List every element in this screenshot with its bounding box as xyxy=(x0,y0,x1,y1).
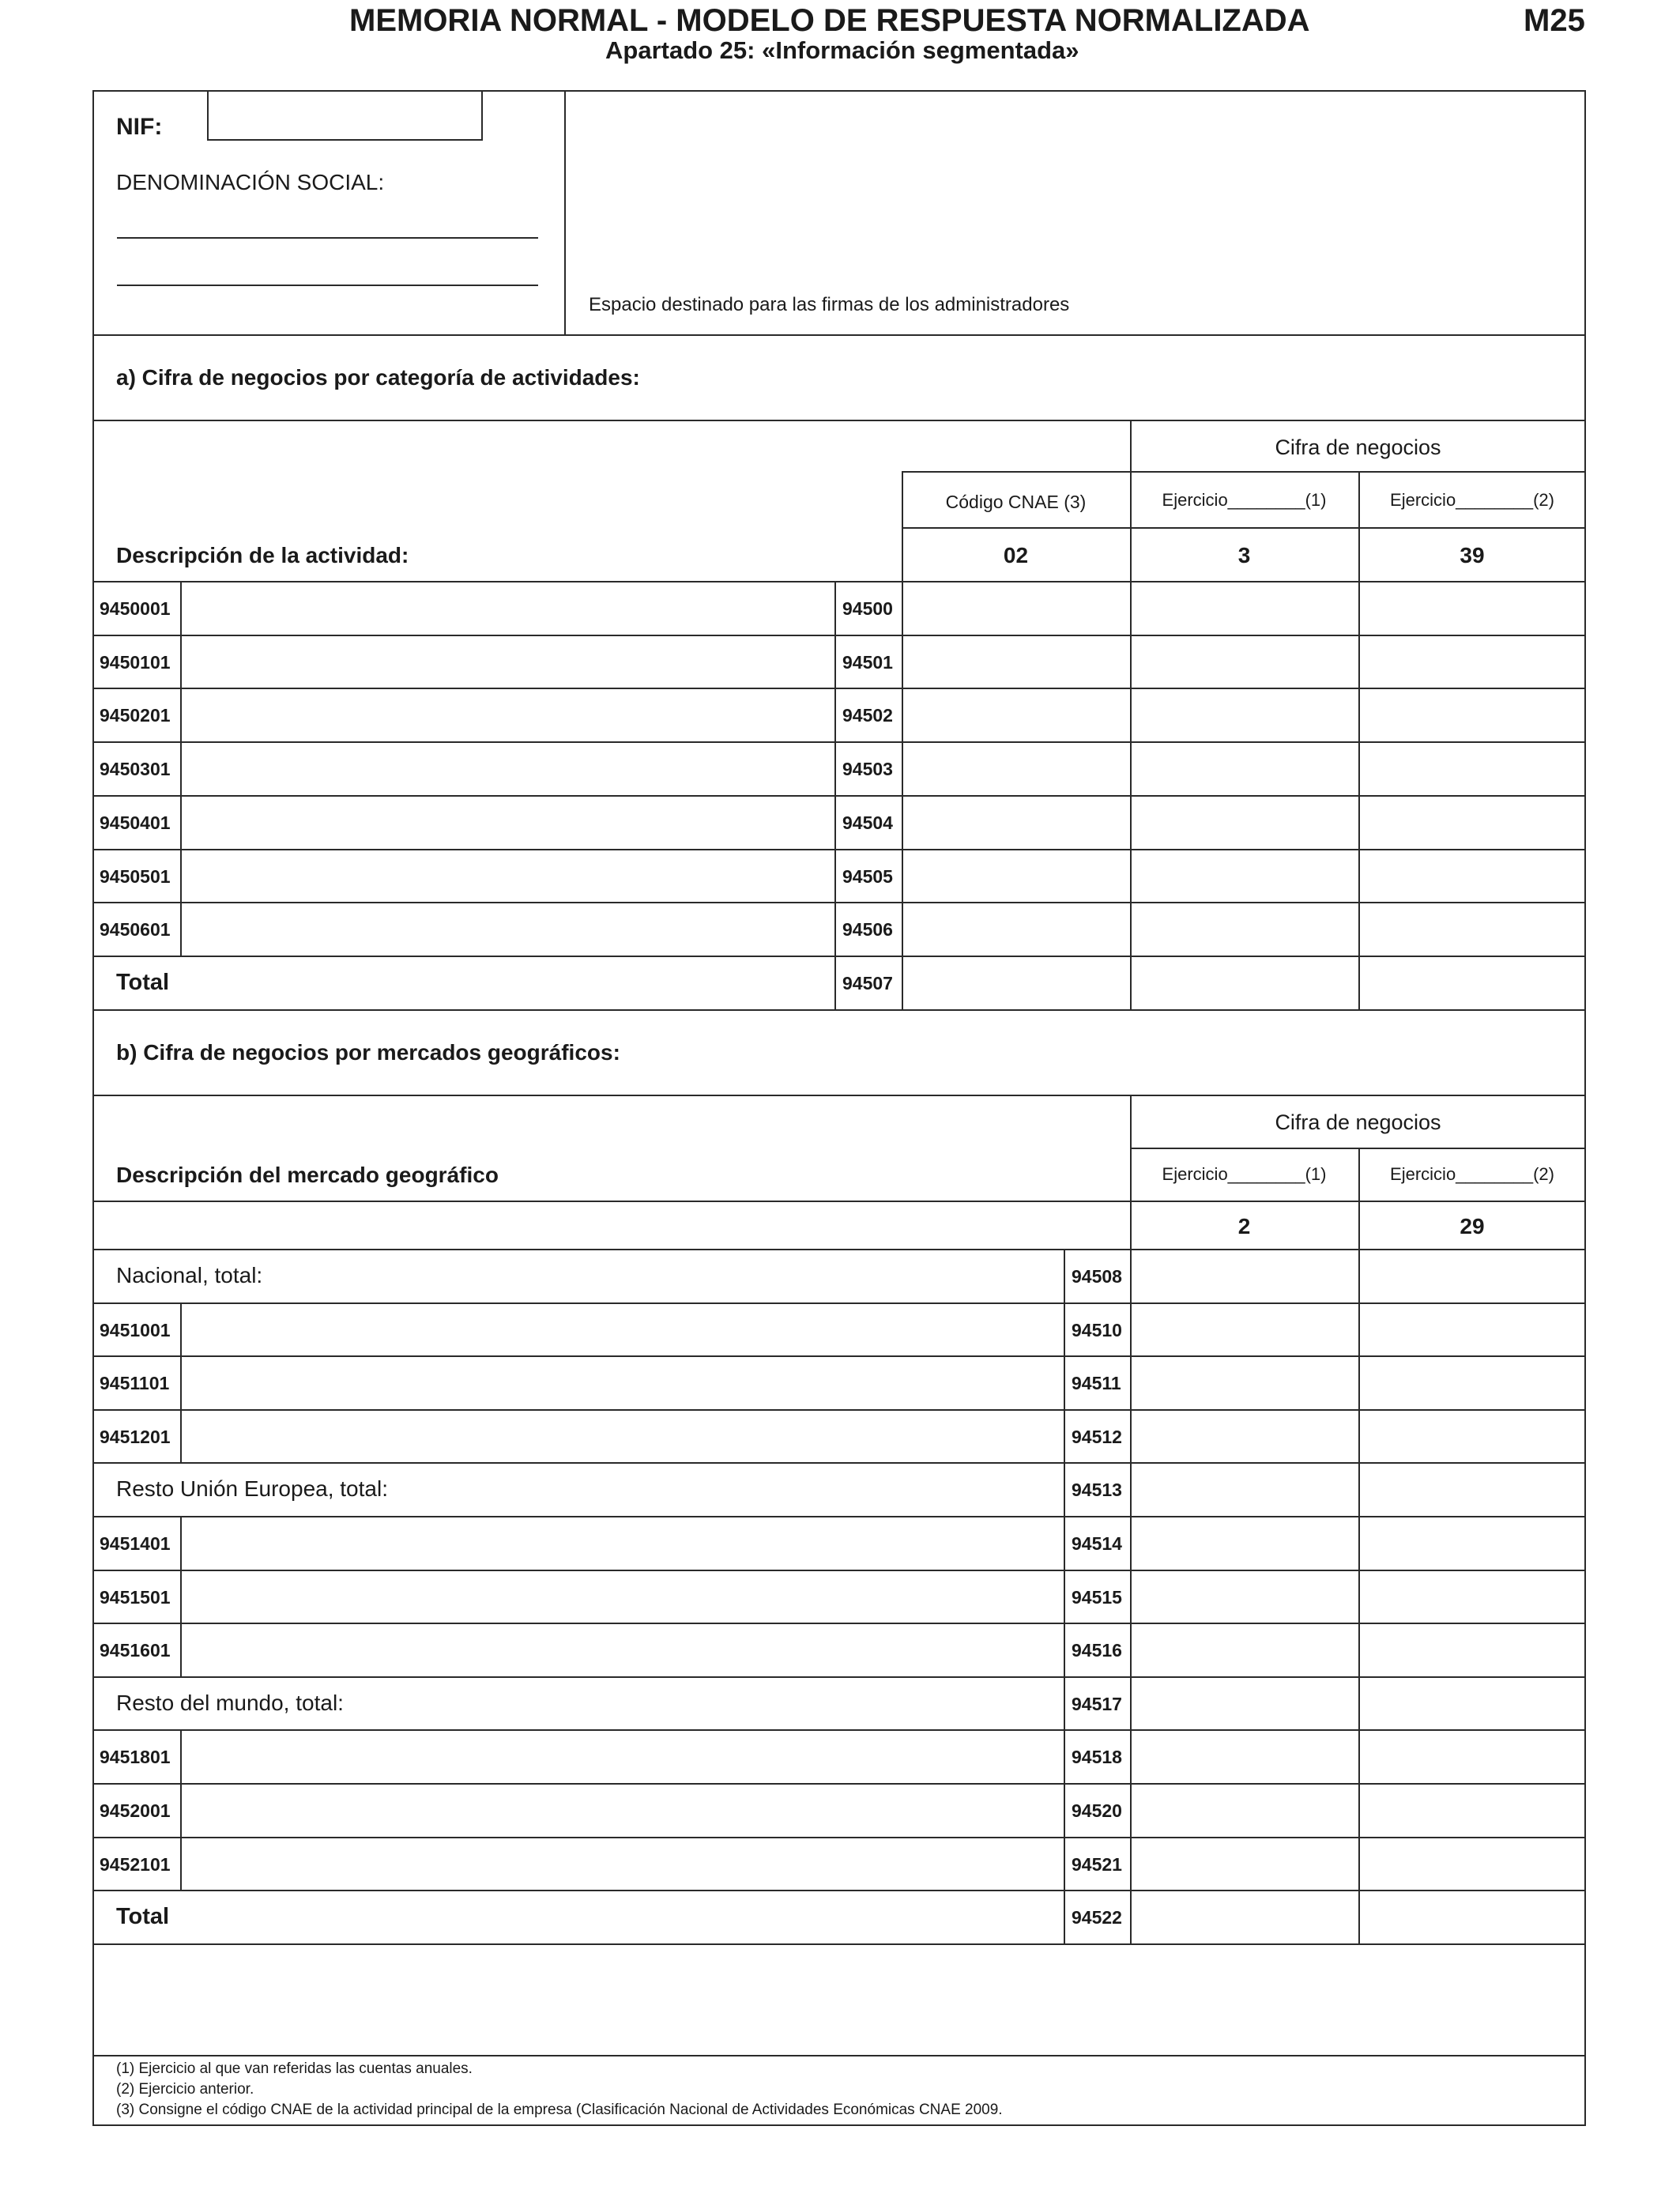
ejercicio-2-input[interactable] xyxy=(1360,850,1584,901)
cnae-input[interactable] xyxy=(903,797,1128,847)
cell-rule xyxy=(1064,1302,1065,1355)
cell-rule xyxy=(834,688,836,741)
col-code-cnae: 02 xyxy=(1003,543,1029,567)
ejercicio-2-input[interactable] xyxy=(1360,1411,1584,1461)
market-description-input[interactable] xyxy=(182,1731,1062,1781)
ejercicio-2-input[interactable] xyxy=(1360,1891,1584,1942)
row-id: 9450601 xyxy=(100,919,171,940)
market-description-input[interactable] xyxy=(182,1411,1062,1461)
col-code-ej2: 29 xyxy=(1460,1214,1485,1238)
row-id: 9450001 xyxy=(100,598,171,619)
ejercicio-2-input[interactable] xyxy=(1360,1517,1584,1568)
ejercicio-1-input[interactable] xyxy=(1132,1678,1357,1728)
cell-rule xyxy=(1064,1837,1065,1890)
footnote-1: (1) Ejercicio al que van referidas las cuentas anuales. xyxy=(116,2060,473,2077)
ejercicio-1-input[interactable] xyxy=(1132,850,1357,901)
ejercicio-1-input[interactable] xyxy=(1132,1304,1357,1354)
ejercicio-1-input[interactable] xyxy=(1132,797,1357,847)
row-id: 9450401 xyxy=(100,812,171,833)
cell-rule xyxy=(1064,1462,1065,1516)
section-a-top xyxy=(92,334,1586,336)
cell-rule xyxy=(1064,1676,1065,1729)
ejercicio-2-input[interactable] xyxy=(1360,1624,1584,1675)
ejercicio-2-input[interactable] xyxy=(1360,689,1584,740)
ejercicio-2-input[interactable] xyxy=(1360,1250,1584,1301)
ejercicio-1-input[interactable] xyxy=(1132,1891,1357,1942)
ejercicio-1-input[interactable] xyxy=(1132,1464,1357,1514)
cell-rule xyxy=(1064,1783,1065,1837)
market-description-input[interactable] xyxy=(182,1571,1062,1621)
cell-rule xyxy=(1064,1623,1065,1676)
nif-input[interactable] xyxy=(207,90,483,141)
row-id: 9450201 xyxy=(100,705,171,726)
cell-rule xyxy=(834,581,836,635)
row-rule xyxy=(92,1943,1586,1945)
row-code: 94508 xyxy=(1072,1266,1122,1287)
cnae-input[interactable] xyxy=(903,957,1128,1008)
ejercicio-1-input[interactable] xyxy=(1132,903,1357,954)
row-code: 94501 xyxy=(842,652,893,673)
cnae-input[interactable] xyxy=(903,582,1128,633)
group-total-label: Resto Unión Europea, total: xyxy=(116,1476,388,1501)
firmas-label: Espacio destinado para las firmas de los administradores xyxy=(589,294,1070,315)
model-code: M25 xyxy=(1524,3,1585,38)
row-code: 94512 xyxy=(1072,1427,1122,1447)
market-description-label: Descripción del mercado geográfico xyxy=(116,1163,499,1187)
row-code: 94505 xyxy=(842,866,893,887)
cell-rule xyxy=(834,902,836,956)
cnae-input[interactable] xyxy=(903,850,1128,901)
row-code: 94504 xyxy=(842,812,893,833)
ejercicio-2-input[interactable] xyxy=(1360,1304,1584,1354)
row-id: 9451201 xyxy=(100,1427,171,1447)
activity-description-input[interactable] xyxy=(182,636,833,687)
row-code: 94520 xyxy=(1072,1800,1122,1821)
market-description-input[interactable] xyxy=(182,1517,1062,1568)
ejercicio-2-input[interactable] xyxy=(1360,1464,1584,1514)
denominacion-line-2[interactable] xyxy=(117,285,538,286)
row-id: 9451401 xyxy=(100,1533,171,1554)
ejercicio-1-header: Ejercicio________(1) xyxy=(1162,1164,1327,1184)
cell-rule xyxy=(1064,1516,1065,1570)
form-title: MEMORIA NORMAL - MODELO DE RESPUESTA NORMALIZADA xyxy=(349,3,1310,38)
cifra-header: Cifra de negocios xyxy=(1275,1110,1441,1134)
market-description-input[interactable] xyxy=(182,1624,1062,1675)
denominacion-label: DENOMINACIÓN SOCIAL: xyxy=(116,170,385,194)
ejercicio-1-input[interactable] xyxy=(1132,1838,1357,1888)
row-id: 9451501 xyxy=(100,1587,171,1608)
group-total-label: Nacional, total: xyxy=(116,1263,263,1287)
col-code-ej1: 3 xyxy=(1237,543,1251,567)
ejercicio-2-input[interactable] xyxy=(1360,797,1584,847)
row-id: 9451601 xyxy=(100,1640,171,1661)
ejercicio-1-input[interactable] xyxy=(1132,1411,1357,1461)
ejercicio-1-input[interactable] xyxy=(1132,957,1357,1008)
market-description-input[interactable] xyxy=(182,1838,1062,1888)
ejercicio-1-input[interactable] xyxy=(1132,1250,1357,1301)
ejercicio-1-input[interactable] xyxy=(1132,1357,1357,1408)
ejercicio-2-input[interactable] xyxy=(1360,903,1584,954)
group-total-label: Resto del mundo, total: xyxy=(116,1691,344,1715)
activity-description-input[interactable] xyxy=(182,689,833,740)
row-id: 9451801 xyxy=(100,1747,171,1767)
row-code: 94522 xyxy=(1072,1907,1122,1928)
cnae-input[interactable] xyxy=(903,636,1128,687)
section-b-title-bottom xyxy=(92,1095,1586,1096)
row-id: 9450101 xyxy=(100,652,171,673)
section-a-title-bottom xyxy=(92,420,1586,421)
row-code: 94511 xyxy=(1072,1373,1121,1393)
activity-description-input[interactable] xyxy=(182,743,833,794)
ejercicio-2-header: Ejercicio________(2) xyxy=(1390,490,1554,510)
cell-rule xyxy=(834,741,836,795)
ejercicio-2-input[interactable] xyxy=(1360,636,1584,687)
section-b-title: b) Cifra de negocios por mercados geográficos: xyxy=(116,1040,620,1065)
cnae-input[interactable] xyxy=(903,689,1128,740)
cnae-input[interactable] xyxy=(903,903,1128,954)
firmas-area[interactable] xyxy=(566,92,1584,289)
row-code: 94513 xyxy=(1072,1480,1122,1500)
row-code: 94518 xyxy=(1072,1747,1122,1767)
activity-description-input[interactable] xyxy=(182,850,833,901)
footnote-2: (2) Ejercicio anterior. xyxy=(116,2081,254,2098)
cifra-header: Cifra de negocios xyxy=(1275,435,1441,459)
activity-description-label: Descripción de la actividad: xyxy=(116,543,409,567)
denominacion-line-1[interactable] xyxy=(117,237,538,239)
cnae-input[interactable] xyxy=(903,743,1128,794)
total-label: Total xyxy=(116,1904,170,1929)
cnae-header: Código CNAE (3) xyxy=(945,492,1087,512)
ejercicio-2-input[interactable] xyxy=(1360,1571,1584,1621)
ejercicio-1-input[interactable] xyxy=(1132,689,1357,740)
row-id: 9452101 xyxy=(100,1854,171,1875)
activity-description-input[interactable] xyxy=(182,582,833,633)
row-rule xyxy=(92,1009,1586,1011)
ejercicio-2-input[interactable] xyxy=(1360,582,1584,633)
header-rule xyxy=(92,1201,1586,1202)
header-rule xyxy=(902,471,1586,473)
row-code: 94500 xyxy=(842,598,893,619)
cell-rule xyxy=(834,795,836,849)
ejercicio-1-input[interactable] xyxy=(1132,1785,1357,1835)
row-code: 94510 xyxy=(1072,1320,1122,1340)
ejercicio-2-input[interactable] xyxy=(1360,743,1584,794)
row-id: 9450501 xyxy=(100,866,171,887)
cell-rule xyxy=(834,635,836,688)
activity-description-input[interactable] xyxy=(182,797,833,847)
row-code: 94507 xyxy=(842,973,893,993)
ejercicio-1-input[interactable] xyxy=(1132,1624,1357,1675)
col-code-ej1: 2 xyxy=(1237,1214,1251,1238)
row-id: 9452001 xyxy=(100,1800,171,1821)
row-id: 9450301 xyxy=(100,759,171,779)
cell-rule xyxy=(1064,1890,1065,1943)
row-code: 94517 xyxy=(1072,1694,1122,1714)
ejercicio-2-input[interactable] xyxy=(1360,1731,1584,1781)
ejercicio-1-input[interactable] xyxy=(1132,636,1357,687)
col-code-ej2: 39 xyxy=(1460,543,1485,567)
cell-rule xyxy=(834,956,836,1009)
cell-rule xyxy=(1064,1409,1065,1462)
row-id: 9451001 xyxy=(100,1320,171,1340)
nif-label: NIF: xyxy=(116,114,163,140)
row-code: 94516 xyxy=(1072,1640,1122,1661)
ejercicio-2-input[interactable] xyxy=(1360,957,1584,1008)
header-rule xyxy=(902,527,1586,529)
market-description-input[interactable] xyxy=(182,1357,1062,1408)
activity-description-input[interactable] xyxy=(182,903,833,954)
ejercicio-1-input[interactable] xyxy=(1132,1731,1357,1781)
cell-rule xyxy=(1064,1729,1065,1783)
cell-rule xyxy=(1064,1570,1065,1623)
ejercicio-2-input[interactable] xyxy=(1360,1678,1584,1728)
total-label: Total xyxy=(116,970,170,995)
ejercicio-1-input[interactable] xyxy=(1132,582,1357,633)
ejercicio-1-header: Ejercicio________(1) xyxy=(1162,490,1327,510)
ejercicio-1-input[interactable] xyxy=(1132,743,1357,794)
market-description-input[interactable] xyxy=(182,1785,1062,1835)
form-subtitle: Apartado 25: «Información segmentada» xyxy=(605,36,1079,64)
ejercicio-1-input[interactable] xyxy=(1132,1571,1357,1621)
ejercicio-2-input[interactable] xyxy=(1360,1357,1584,1408)
ejercicio-2-input[interactable] xyxy=(1360,1785,1584,1835)
row-id: 9451101 xyxy=(100,1373,170,1393)
ejercicio-2-input[interactable] xyxy=(1360,1838,1584,1888)
section-a-title: a) Cifra de negocios por categoría de actividades: xyxy=(116,365,640,390)
ejercicio-1-input[interactable] xyxy=(1132,1517,1357,1568)
footnote-divider xyxy=(92,2055,1586,2056)
cell-rule xyxy=(1064,1355,1065,1409)
market-description-input[interactable] xyxy=(182,1304,1062,1354)
row-code: 94506 xyxy=(842,919,893,940)
row-code: 94502 xyxy=(842,705,893,726)
row-code: 94521 xyxy=(1072,1854,1122,1875)
row-code: 94515 xyxy=(1072,1587,1122,1608)
footnote-3: (3) Consigne el código CNAE de la actividad principal de la empresa (Clasificación Nacional de Actividades Económicas CNAE 2009. xyxy=(116,2102,1003,2118)
cell-rule xyxy=(1064,1249,1065,1302)
cell-rule xyxy=(834,849,836,903)
row-code: 94503 xyxy=(842,759,893,779)
row-code: 94514 xyxy=(1072,1533,1122,1554)
ejercicio-2-header: Ejercicio________(2) xyxy=(1390,1164,1554,1184)
